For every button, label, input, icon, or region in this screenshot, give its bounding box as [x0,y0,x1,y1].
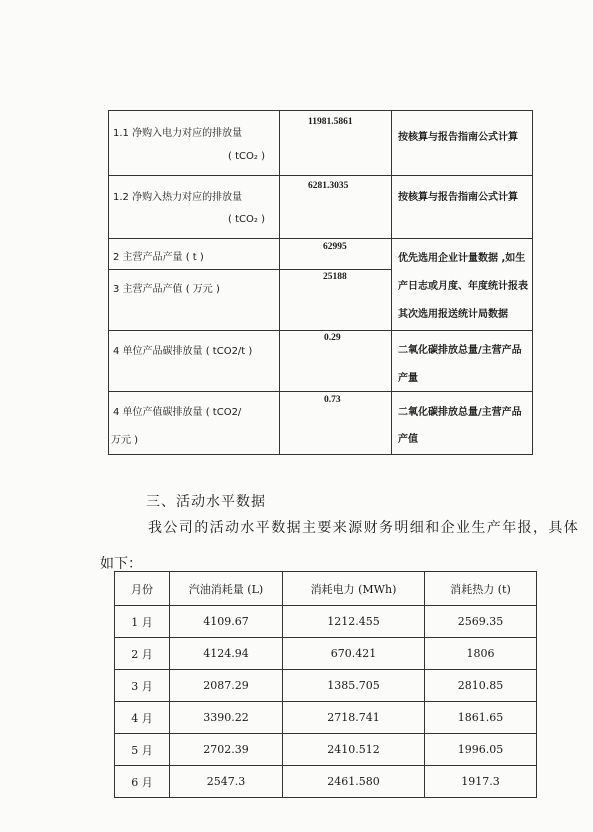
merged-note-line: 产日志或月度、年度统计报表 [398,281,528,292]
row-label: 2 主营产品产量 ( t ) [113,252,204,263]
row-value-cell [280,239,392,270]
row-unit: ( tCO₂ ) [228,151,265,162]
emissions-summary-table [108,110,533,455]
row-note: 按核算与报告指南公式计算 [398,132,518,143]
table-cell: 1917.3 [425,766,537,798]
row-unit: ( tCO₂ ) [228,214,265,225]
row-note-cell [392,392,533,455]
row-label-cell [109,111,280,176]
table-cell: 4 月 [115,702,170,734]
table-cell: 2 月 [115,638,170,670]
table-cell: 3 月 [115,670,170,702]
table-row [115,734,537,766]
table-cell: 3390.22 [170,702,283,734]
row-note-cell [392,111,533,176]
table-row [109,111,533,176]
row-value: 0.29 [324,333,341,343]
row-note-cell [392,176,533,239]
column-header: 汽油消耗量 (L) [170,572,283,606]
column-header: 消耗热力 (t) [425,572,537,606]
table-cell: 1806 [425,638,537,670]
row-value: 11981.5861 [308,117,353,127]
row-value-cell [280,331,392,392]
row-label-continued: 万元 ) [111,435,139,446]
table-cell: 6 月 [115,766,170,798]
table-row [115,766,537,798]
row-note-line: 产量 [398,373,418,384]
table-cell: 2810.85 [425,670,537,702]
table-cell: 1 月 [115,606,170,638]
merged-note-cell [392,239,533,331]
table-cell: 2718.741 [283,702,425,734]
row-value: 6281.3035 [308,181,349,191]
table-cell: 670.421 [283,638,425,670]
row-label: 3 主营产品产值 ( 万元 ) [113,284,220,295]
table-cell: 2702.39 [170,734,283,766]
row-label: 4 单位产值碳排放量 ( tCO2/ [113,407,242,418]
table-header-row [115,572,537,606]
column-header: 月份 [115,572,170,606]
row-value: 0.73 [324,395,341,405]
merged-note-line: 优先选用企业计量数据 ,如生 [398,253,526,264]
table-cell: 2569.35 [425,606,537,638]
row-value: 25188 [323,272,347,282]
table-cell: 5 月 [115,734,170,766]
row-note-cell [392,331,533,392]
table-row [109,331,533,392]
row-note-line: 二氧化碳排放总量/主营产品 [398,345,522,356]
activity-data-table [114,571,537,798]
table-cell: 2547.3 [170,766,283,798]
row-label-cell [109,331,280,392]
paragraph-line: 如下： [100,556,142,572]
table-row [115,606,537,638]
row-label-cell [109,270,280,331]
row-label-cell [109,392,280,455]
row-value-cell [280,270,392,331]
row-note-line: 二氧化碳排放总量/主营产品 [398,407,522,418]
column-header: 消耗电力 (MWh) [283,572,425,606]
table-row [115,670,537,702]
paragraph-line: 我公司的活动水平数据主要来源财务明细和企业生产年报，具体 [148,520,580,536]
table-row [109,392,533,455]
table-row [109,176,533,239]
table-cell: 1861.65 [425,702,537,734]
row-label: 1.2 净购入热力对应的排放量 [113,192,243,203]
row-value-cell [280,176,392,239]
table-cell: 1996.05 [425,734,537,766]
row-label-cell [109,176,280,239]
table-row [115,638,537,670]
row-value-cell [280,392,392,455]
table-cell: 4124.94 [170,638,283,670]
table-cell: 2410.512 [283,734,425,766]
row-value-cell [280,111,392,176]
table-row [115,702,537,734]
table-cell: 1385.705 [283,670,425,702]
table-cell: 2461.580 [283,766,425,798]
row-label-cell [109,239,280,270]
row-label: 1.1 净购入电力对应的排放量 [113,128,243,139]
row-note: 按核算与报告指南公式计算 [398,192,518,203]
row-note-line: 产值 [398,434,418,445]
merged-note-line: 其次选用报送统计局数据 [398,309,508,320]
section-title: 三、活动水平数据 [146,494,266,510]
row-label: 4 单位产品碳排放量 ( tCO2/t ) [113,346,253,357]
table-cell: 1212.455 [283,606,425,638]
row-value: 62995 [323,242,347,252]
table-row [109,239,533,270]
table-cell: 2087.29 [170,670,283,702]
table-cell: 4109.67 [170,606,283,638]
